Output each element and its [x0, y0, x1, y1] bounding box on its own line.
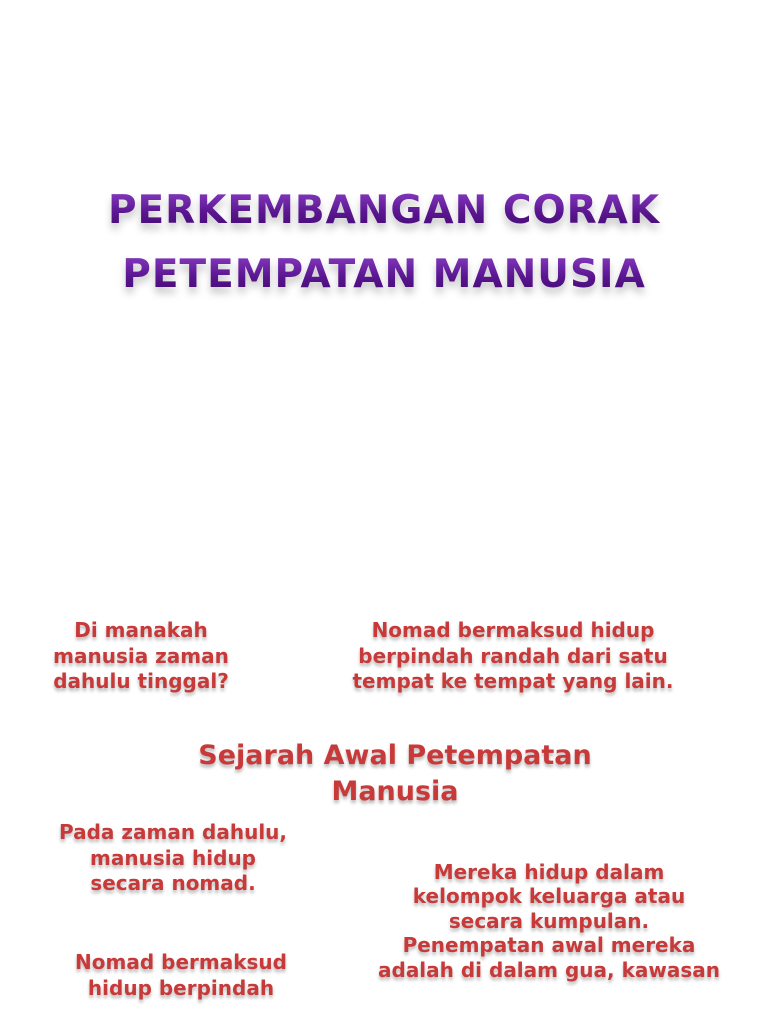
groups-line: Penempatan awal mereka: [402, 933, 696, 958]
groups-line: secara kumpulan.: [448, 908, 650, 933]
nomad-repeat-line: hidup berpindah: [87, 975, 275, 1000]
slide-title-line-1: PERKEMBANGAN CORAK: [0, 188, 768, 233]
nomad-definition-line: berpindah randah dari satu: [358, 643, 668, 668]
section-heading: [160, 738, 630, 811]
past-lifestyle-line: manusia hidup: [90, 845, 256, 870]
nomad-definition-line: Nomad bermaksud hidup: [371, 618, 655, 642]
section-heading-line: Manusia: [331, 776, 459, 808]
question-line: Di manakah: [74, 618, 208, 642]
content-slide: [0, 576, 768, 1024]
nomad-repeat-line: Nomad bermaksud: [75, 950, 287, 974]
slide-title-line-2: PETEMPATAN MANUSIA: [0, 252, 768, 297]
section-heading-line: Sejarah Awal Petempatan: [198, 740, 592, 771]
past-lifestyle-text: [28, 820, 318, 897]
question-line: manusia zaman: [53, 643, 229, 668]
groups-text: [340, 860, 758, 982]
question-line: dahulu tinggal?: [53, 669, 229, 694]
groups-line: adalah di dalam gua, kawasan: [378, 957, 720, 982]
nomad-repeat-text: [36, 950, 326, 1001]
nomad-definition-text: [318, 618, 708, 695]
question-text: [36, 618, 246, 695]
past-lifestyle-line: Pada zaman dahulu,: [58, 820, 288, 844]
groups-line: Mereka hidup dalam: [433, 860, 665, 884]
nomad-definition-line: tempat ke tempat yang lain.: [352, 669, 674, 694]
groups-line: kelompok keluarga atau: [412, 884, 686, 909]
past-lifestyle-line: secara nomad.: [90, 871, 256, 896]
